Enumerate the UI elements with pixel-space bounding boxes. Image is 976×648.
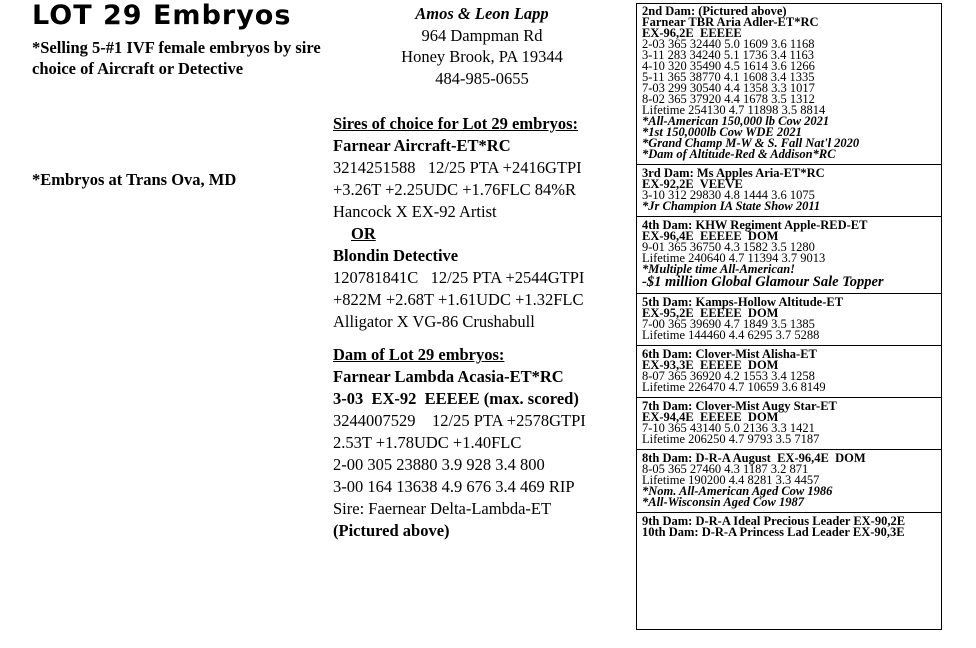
sire2-line2: +822M +2.68T +1.61UDC +1.32FLC xyxy=(333,290,584,309)
d8-record: 8-05 365 27460 4.3 1187 3.2 871 xyxy=(642,462,809,476)
d3-record: 3-10 312 29830 4.8 1444 3.6 1075 xyxy=(642,188,815,202)
owner-street: 964 Dampman Rd xyxy=(421,25,543,45)
d2-record: 3-11 283 34240 5.1 1736 3.4 1163 xyxy=(642,48,814,62)
d7-head: 7th Dam: Clover-Mist Augy Star-ET xyxy=(642,399,837,413)
d8-note: *Nom. All-American Aged Cow 1986 xyxy=(642,484,833,498)
pedigree-box xyxy=(636,3,942,630)
dam-line2: 2.53T +1.78UDC +1.40FLC xyxy=(333,433,522,452)
d4-head: 4th Dam: KHW Regiment Apple-RED-ET xyxy=(642,218,868,232)
owner-city: Honey Brook, PA 19344 xyxy=(401,47,563,66)
d4-record: 9-01 365 36750 4.3 1582 3.5 1280 xyxy=(642,240,815,254)
divider xyxy=(637,216,941,217)
sire2-line1: 120781841C 12/25 PTA +2544GTPI xyxy=(333,268,585,287)
d2-record: 4-10 320 35490 4.5 1614 3.6 1266 xyxy=(642,59,815,73)
d2-head: 2nd Dam: (Pictured above) xyxy=(642,4,787,18)
d3-score: EX-92,2E VEEVE xyxy=(642,177,743,191)
d5-record: Lifetime 144460 4.4 6295 3.7 5288 xyxy=(642,328,820,342)
d7-record: Lifetime 206250 4.7 9793 3.5 7187 xyxy=(642,432,820,446)
divider xyxy=(637,397,941,398)
selling-description: *Selling 5-#1 IVF female embryos by sire choice of Aircraft or Detective xyxy=(32,38,321,78)
d2-note: *Grand Champ M-W & S. Fall Nat'l 2020 xyxy=(642,136,860,150)
sire1-name: Farnear Aircraft-ET*RC xyxy=(333,136,511,155)
divider xyxy=(637,449,941,450)
d3-head: 3rd Dam: Ms Apples Aria-ET*RC xyxy=(642,166,825,180)
sire1-line1: 3214251588 12/25 PTA +2416GTPI xyxy=(333,158,582,177)
sire1-line3: Hancock X EX-92 Artist xyxy=(333,202,497,221)
dam-name: Farnear Lambda Acasia-ET*RC xyxy=(333,367,564,386)
d2-name: Farnear TBR Aria Adler-ET*RC xyxy=(642,15,819,29)
d6-score: EX-93,3E EEEEE DOM xyxy=(642,358,779,372)
sires-heading: Sires of choice for Lot 29 embryos: xyxy=(333,114,579,133)
dam-score: 3-03 EX-92 EEEEE (max. scored) xyxy=(333,389,579,408)
d2-note: *1st 150,000lb Cow WDE 2021 xyxy=(642,125,802,139)
d6-head: 6th Dam: Clover-Mist Alisha-ET xyxy=(642,347,817,361)
sires-and-dam xyxy=(333,113,633,542)
d9-line: 9th Dam: D-R-A Ideal Precious Leader EX-90,2E xyxy=(642,514,906,528)
d2-note: *All-American 150,000 lb Cow 2021 xyxy=(642,114,830,128)
dam-line1: 3244007529 12/25 PTA +2578GTPI xyxy=(333,411,586,430)
embryo-location: *Embryos at Trans Ova, MD xyxy=(32,170,237,189)
owner-phone: 484-985-0655 xyxy=(435,68,529,88)
d6-record: Lifetime 226470 4.7 10659 3.6 8149 xyxy=(642,380,826,394)
d5-record: 7-00 365 39690 4.7 1849 3.5 1385 xyxy=(642,317,815,331)
divider xyxy=(637,164,941,165)
d8-note: *All-Wisconsin Aged Cow 1987 xyxy=(642,495,804,509)
d10-line: 10th Dam: D-R-A Princess Lad Leader EX-90,3E xyxy=(642,525,905,539)
d2-record: Lifetime 254130 4.7 11898 3.5 8814 xyxy=(642,103,826,117)
or-label: OR xyxy=(351,224,376,243)
lot-title: LOT 29 Embryos xyxy=(32,0,292,31)
d4-score: EX-96,4E EEEEE DOM xyxy=(642,229,779,243)
sire2-line3: Alligator X VG-86 Crushabull xyxy=(333,312,535,331)
d8-record: Lifetime 190200 4.4 8281 3.3 4457 xyxy=(642,473,820,487)
dam-heading: Dam of Lot 29 embryos: xyxy=(333,345,505,364)
divider xyxy=(637,512,941,513)
dam-line3: 2-00 305 23880 3.9 928 3.4 800 xyxy=(333,455,545,474)
divider xyxy=(637,293,941,294)
d8-head: 8th Dam: D-R-A August EX-96,4E DOM xyxy=(642,451,866,465)
d2-score: EX-96,2E EEEEE xyxy=(642,26,742,40)
owner-block xyxy=(334,3,630,89)
dam-line5: Sire: Faernear Delta-Lambda-ET xyxy=(333,499,552,518)
owner-name: Amos & Leon Lapp xyxy=(415,4,549,23)
d2-record: 7-03 299 30540 4.4 1358 3.3 1017 xyxy=(642,81,815,95)
d4-record: Lifetime 240640 4.7 11394 3.7 9013 xyxy=(642,251,826,265)
d2-record: 2-03 365 32440 5.0 1609 3.6 1168 xyxy=(642,37,815,51)
d2-record: 8-02 365 37920 4.4 1678 3.5 1312 xyxy=(642,92,815,106)
d2-record: 5-11 365 38770 4.1 1608 3.4 1335 xyxy=(642,70,815,84)
d2-note: *Dam of Altitude-Red & Addison*RC xyxy=(642,147,836,161)
d7-score: EX-94,4E EEEEE DOM xyxy=(642,410,779,424)
divider xyxy=(637,345,941,346)
d3-note: *Jr Champion IA State Show 2011 xyxy=(642,199,821,213)
dam-line6: (Pictured above) xyxy=(333,521,450,540)
dam-line4: 3-00 164 13638 4.9 676 3.4 469 RIP xyxy=(333,477,575,496)
d6-record: 8-07 365 36920 4.2 1553 3.4 1258 xyxy=(642,369,815,383)
d4-note: *Multiple time All-American! xyxy=(642,262,796,276)
sire1-line2: +3.26T +2.25UDC +1.76FLC 84%R xyxy=(333,180,577,199)
d7-record: 7-10 365 43140 5.0 2136 3.3 1421 xyxy=(642,421,815,435)
d5-score: EX-95,2E EEEEE DOM xyxy=(642,306,779,320)
d4-big-note: -$1 million Global Glamour Sale Topper xyxy=(642,274,884,290)
sire2-name: Blondin Detective xyxy=(333,246,459,265)
d5-head: 5th Dam: Kamps-Hollow Altitude-ET xyxy=(642,295,844,309)
